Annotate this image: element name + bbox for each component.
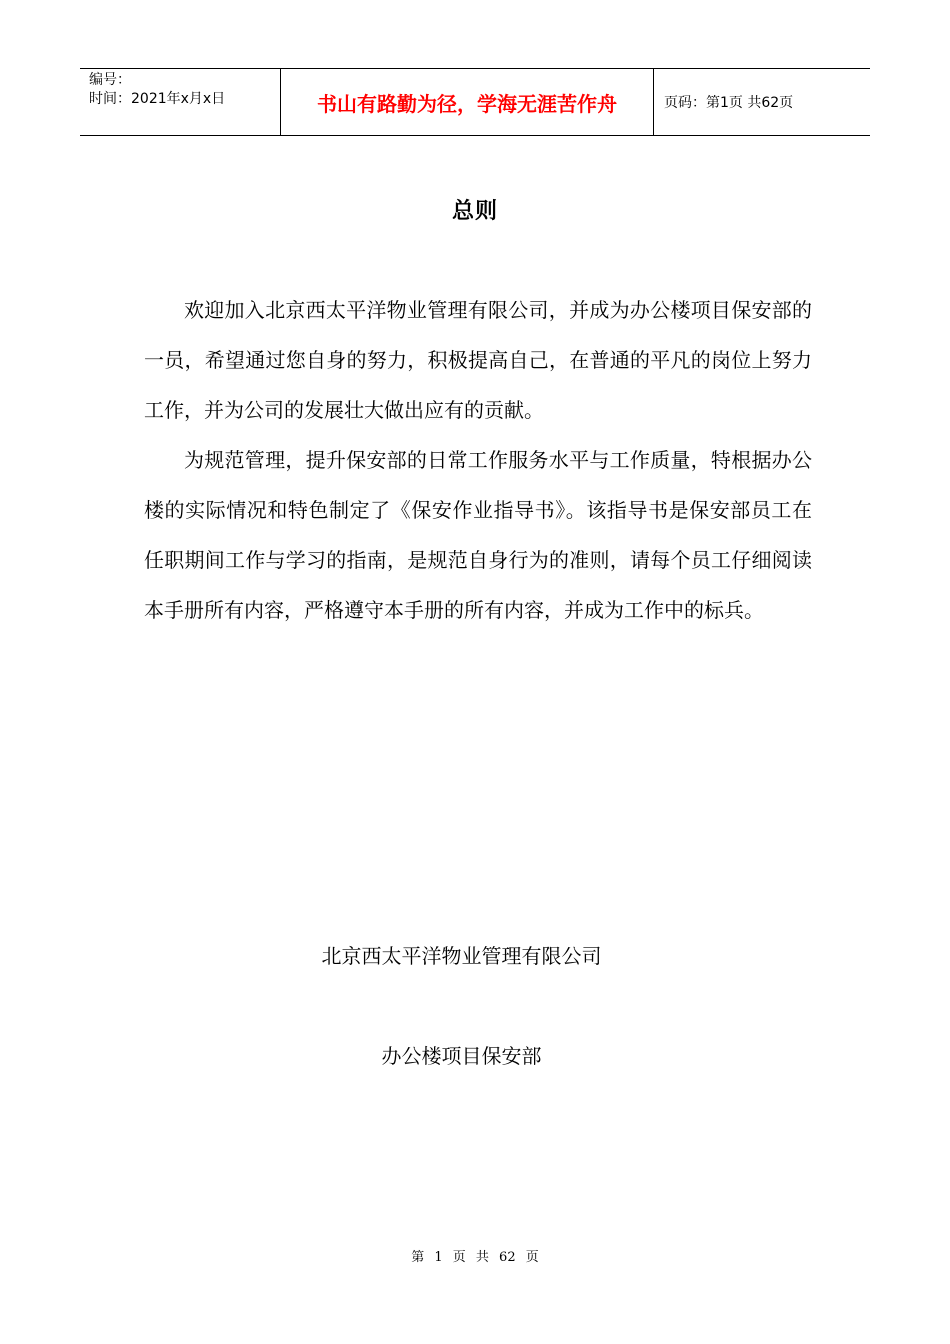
signature-department: 办公楼项目保安部 (381, 1044, 542, 1068)
document-time-label: 时间：2021年x月x日 (89, 91, 226, 107)
body-paragraph: 欢迎加入北京西太平洋物业管理有限公司，并成为办公楼项目保安部的一员，希望通过您自身的努力，积极提高自己，在普通的平凡的岗位上努力工作，并为公司的发展壮大做出应有的贡献。 (144, 298, 812, 422)
document-number-label: 编号： (89, 72, 131, 88)
body-paragraph: 为规范管理，提升保安部的日常工作服务水平与工作质量，特根据办公楼的实际情况和特色制定了《保安作业指导书》。该指导书是保安部员工在任职期间工作与学习的指南，是规范自身行为的准则，请每个员工仔细阅读本手册所有内容，严格遵守本手册的所有内容，并成为工作中的标兵。 (144, 448, 812, 622)
document-body (144, 285, 812, 635)
header-motto: 书山有路勤为径，学海无涯苦作舟 (281, 69, 654, 135)
signature-company: 北京西太平洋物业管理有限公司 (321, 944, 602, 968)
header-meta-cell (80, 69, 281, 135)
header-page-info: 页码：第1页 共62页 (664, 95, 794, 111)
page-header (80, 68, 870, 136)
document-title: 总则 (451, 199, 498, 224)
page-footer: 第 1 页 共 62 页 (411, 1250, 539, 1265)
